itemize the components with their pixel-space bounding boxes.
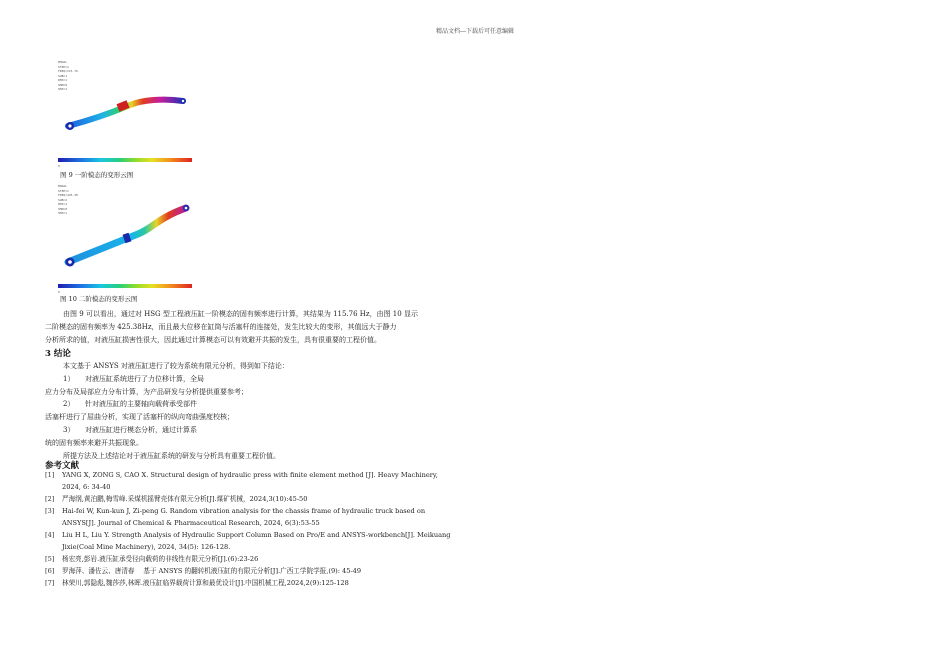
figure-10-colorbar [58,284,192,288]
mode2-deformation-plot [58,184,208,276]
conclusion-line: 所提方法及上述结论对于液压缸系统的研发与分析具有重要工程价值。 [63,451,280,460]
reference-item: [6] 罗海萍、潘佐云、唐清春 基于 ANSYS 的翻转机液压缸的有限元分析[J].广西工学院学报,(9): 45-49 [45,567,362,575]
conclusion-line: 活塞杆进行了屈曲分析，实现了活塞杆的纵向弯曲强度校核； [45,413,234,422]
figure-9-ticks: 0 [58,164,60,168]
analysis-line: 分析所求的值，对液压缸损害性很大，因此通过计算模态可以有效避开共振的发生，具有很重要的工程价值。 [45,335,381,344]
figure-10-ticks: 0 [58,290,60,294]
reference-item: [7] 林荣川,郭隐彪,魏莎莎,林晖.液压缸临界载荷计算和最优设计[J].中国机械工程,2024,2(9):125-128 [45,579,349,587]
conclusion-line: 应力分布及局部应力分布计算，为产品研发与分析提供重要参考； [45,387,248,396]
analysis-line: 由图 9 可以看出，通过对 HSG 型工程液压缸一阶模态的固有频率进行计算，其结果为 115.76 Hz，由图 10 显示 [63,310,418,318]
reference-item: [5] 杨宏亮,彭岩.液压缸承受径向载荷的非线性有限元分析[J].(6):23-26 [45,555,259,563]
figure-9-legend-text: MODAL STEP=1 FREQ=115.76 SUB=1 DMX=1 SMN=0 SMX=1 [58,60,78,91]
reference-item: [2] 严海纲,黄泊鹏,梅雪峰.采煤机摇臂壳体有限元分析[J].煤矿机械，2024,3(10):45-50 [45,495,308,503]
figure-10-legend-text: MODAL STEP=1 FREQ=425.38 SUB=2 DMX=1 SMN=0 SMX=1 [58,184,78,215]
analysis-paragraph [45,308,465,346]
figure-9-colorbar [58,158,192,162]
references-list [45,469,470,589]
conclusion-line: 本文基于 ANSYS 对液压缸进行了较为系统有限元分析，得到如下结论： [63,362,289,370]
figure-10 [58,184,208,294]
conclusion-heading: 3 结论 [45,349,71,359]
analysis-line: 二阶模态的固有频率为 425.38Hz，而且最大位移在缸筒与活塞杆的连接处，发生比较大的变形，其值远大于静力 [45,322,397,331]
conclusion-body [45,360,465,462]
page-header: 精品文档---下载后可任意编辑 [435,28,515,35]
reference-item: [4] Liu H L, Liu Y. Strength Analysis of Hydraulic Support Column Based on Pro/E and ANSYS-workbench[J]. Meikuang Jixie(Coal Mine Machinery), 2024, 34(5): 126-128. [45,531,451,551]
figure-9-caption: 图 9 一阶模态的变形云图 [60,171,134,179]
conclusion-line: 统的固有频率来避开共振现象。 [45,438,143,447]
reference-item: [1] YANG X, ZONG S, CAO X. Structural design of hydraulic press with finite element method [J]. Heavy Machinery, 2024, 6: 34-40 [45,471,438,491]
figure-9 [58,60,208,170]
conclusion-item-1: 1） 对液压缸系统进行了力位移计算，全局 [63,374,204,383]
conclusion-item-3: 3） 对液压缸进行模态分析，通过计算系 [63,425,197,434]
mode1-deformation-plot [58,60,208,140]
figure-10-caption: 图 10 二阶模态的变形云图 [60,295,138,303]
conclusion-item-2: 2） 针对液压缸的主要轴向载荷承受部件 [63,400,197,409]
reference-item: [3] Hai-fei W, Kun-kun J, Zi-peng G. Random vibration analysis for the chassis frame of hydraulic truck based on ANSYS[J]. Journal of Chemical & Pharmaceutical Research, 2024, 6(3):53-55 [45,507,426,527]
references-heading: 参考文献 [45,461,80,471]
